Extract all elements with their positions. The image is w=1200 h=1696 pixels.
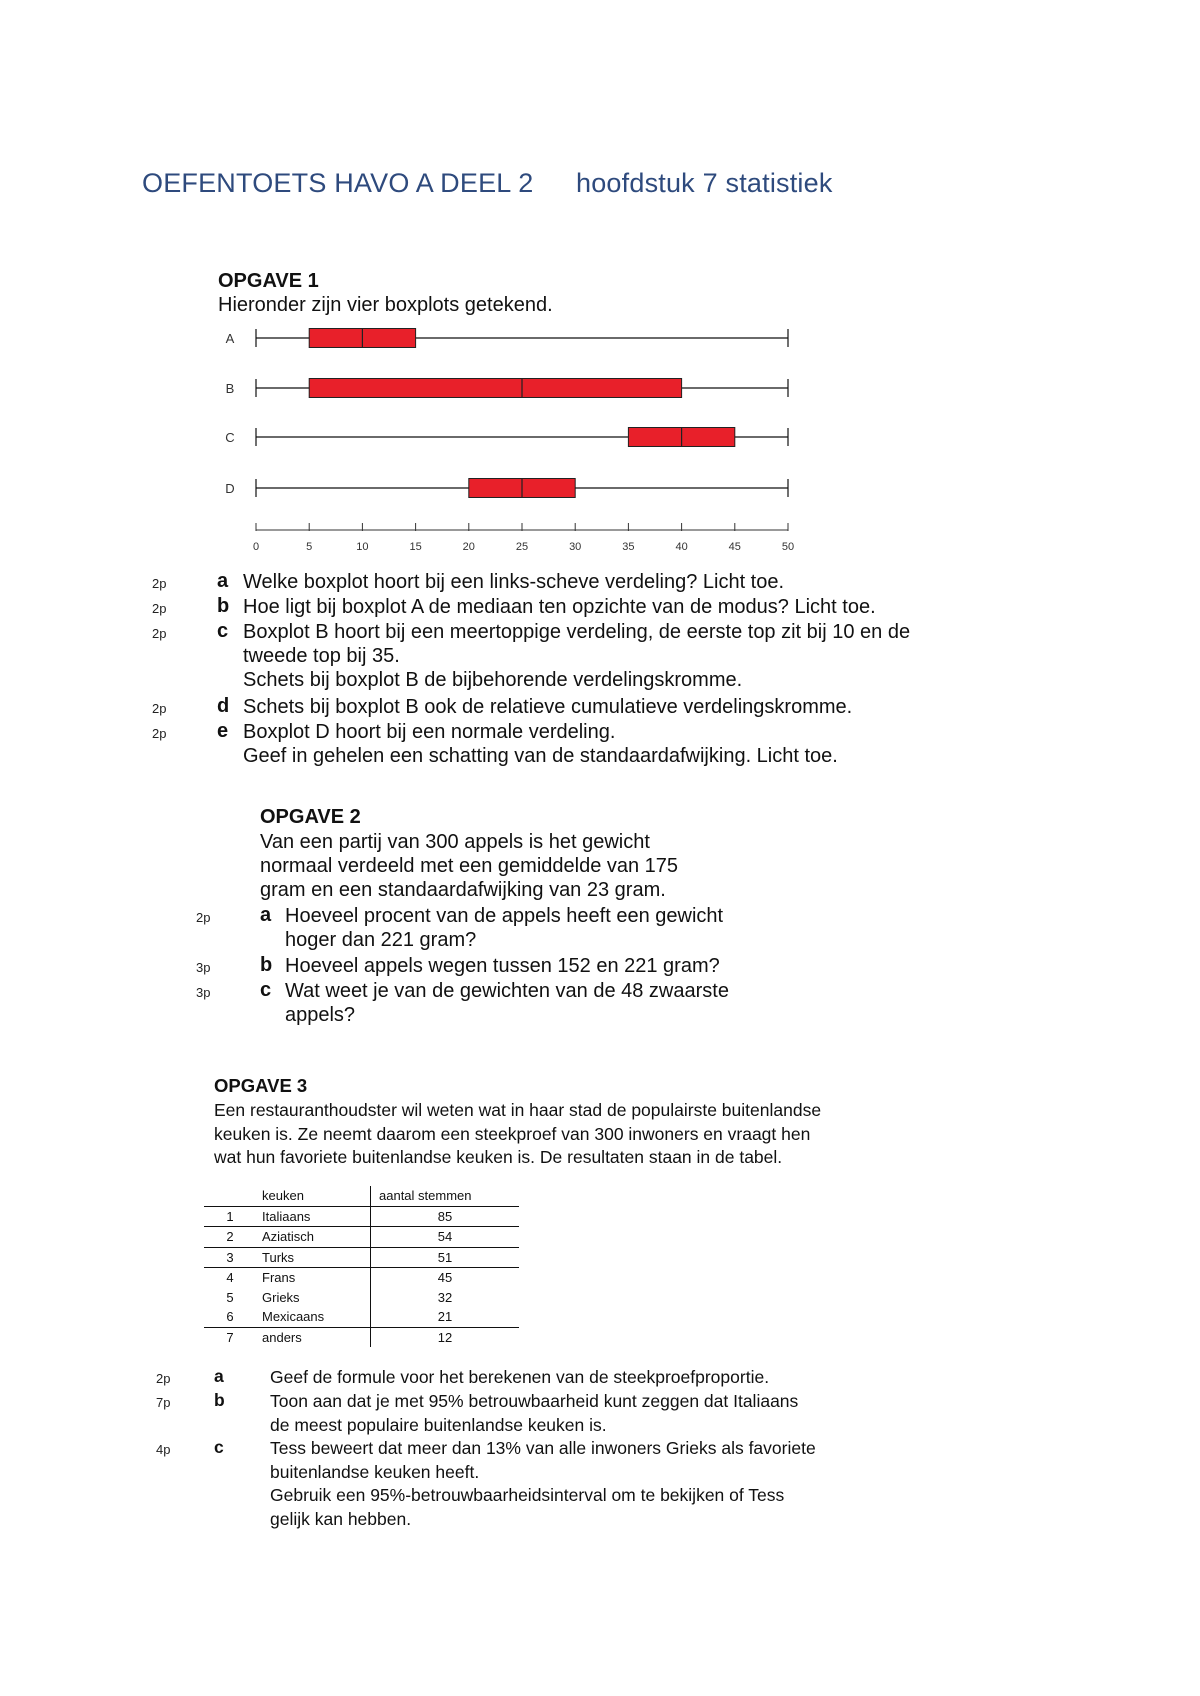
- x-tick-label: 30: [569, 541, 582, 553]
- x-tick-label: 35: [622, 541, 635, 553]
- boxplot-label: C: [225, 430, 235, 445]
- stemmen-cell: 21: [437, 1309, 453, 1325]
- boxplot-label: D: [225, 481, 235, 496]
- boxplot-label: A: [225, 331, 235, 346]
- stemmen-cell: 12: [437, 1329, 453, 1345]
- intro-line: Van een partij van 300 appels is het gewicht: [260, 831, 650, 853]
- question-points: 3p: [196, 985, 211, 1000]
- x-tick-label: 5: [306, 541, 313, 553]
- question-line: tweede top bij 35.: [243, 645, 400, 667]
- table-header-rank: [204, 1186, 256, 1206]
- table-row: [204, 1288, 519, 1308]
- question-letter: b: [260, 954, 273, 976]
- question-points: 2p: [152, 726, 167, 741]
- question-points: 2p: [152, 701, 167, 716]
- x-tick-label: 45: [728, 541, 741, 553]
- table-row: [204, 1227, 519, 1248]
- intro-line: gram en een standaardafwijking van 23 gram.: [260, 879, 666, 901]
- question-line: Tess beweert dat meer dan 13% van alle inwoners Grieks als favoriete: [270, 1438, 816, 1458]
- question-text: [285, 904, 723, 952]
- question-letter: d: [217, 695, 230, 717]
- question-line: Hoe ligt bij boxplot A de mediaan ten opzichte van de modus? Licht toe.: [243, 596, 876, 618]
- question-text: [270, 1366, 769, 1390]
- votes-table-wrap: [204, 1186, 519, 1347]
- table-row: [204, 1247, 519, 1268]
- question-letter: c: [260, 979, 272, 1001]
- question-line: Schets bij boxplot B de bijbehorende verdelingskromme.: [243, 669, 743, 691]
- question-points: 3p: [196, 960, 211, 975]
- stemmen-cell: 54: [437, 1229, 453, 1245]
- x-tick-label: 50: [781, 541, 795, 553]
- table-header-keuken: keuken: [256, 1186, 371, 1206]
- table-row: [204, 1327, 519, 1347]
- boxplot-label: B: [225, 381, 235, 396]
- question-line: Toon aan dat je met 95% betrouwbaarheid kunt zeggen dat Italiaans: [270, 1391, 799, 1411]
- question-line: Gebruik een 95%-betrouwbaarheidsinterval om te bekijken of Tess: [270, 1485, 785, 1505]
- question-line: Hoeveel procent van de appels heeft een gewicht: [285, 905, 724, 927]
- rank-cell: 3: [226, 1249, 234, 1265]
- table-header-row: [204, 1186, 519, 1206]
- question-text: [285, 954, 720, 978]
- question-points: 2p: [152, 601, 167, 616]
- x-tick-label: 10: [356, 541, 369, 553]
- question-line: gelijk kan hebben.: [270, 1508, 412, 1529]
- intro-line: Een restauranthoudster wil weten wat in haar stad de populairste buitenlandse: [214, 1100, 822, 1120]
- keuken-cell: Italiaans: [256, 1206, 371, 1227]
- table-header-stemmen: aantal stemmen: [379, 1188, 472, 1204]
- x-tick-label: 25: [515, 541, 529, 553]
- x-tick-label: 15: [409, 541, 422, 553]
- question-letter: b: [217, 595, 230, 617]
- x-tick-label: 0: [252, 541, 260, 553]
- question-text: [243, 695, 852, 719]
- question-line: Boxplot D hoort bij een normale verdeling.: [243, 721, 616, 743]
- question-line: Schets bij boxplot B ook de relatieve cumulatieve verdelingskromme.: [243, 696, 853, 718]
- keuken-cell: Aziatisch: [256, 1227, 371, 1248]
- intro-line: keuken is. Ze neemt daarom een steekproef van 300 inwoners en vraagt hen: [214, 1123, 811, 1144]
- opgave1-intro: Hieronder zijn vier boxplots getekend.: [218, 294, 553, 316]
- opgave2-intro: [260, 830, 678, 902]
- opgave1-title: OPGAVE 1: [218, 270, 319, 292]
- question-line: Boxplot B hoort bij een meertoppige verdeling, de eerste top zit bij 10 en de: [243, 621, 911, 643]
- document-subtitle: hoofdstuk 7 statistiek: [576, 168, 833, 198]
- question-letter: e: [217, 720, 229, 742]
- stemmen-cell: 32: [437, 1289, 453, 1305]
- question-text: [243, 720, 838, 768]
- question-line: Welke boxplot hoort bij een links-scheve verdeling? Licht toe.: [243, 571, 785, 593]
- question-text: [243, 620, 1003, 692]
- question-letter: a: [217, 570, 229, 592]
- question-line: appels?: [285, 1004, 356, 1026]
- question-line: Wat weet je van de gewichten van de 48 zwaarste: [285, 980, 729, 1002]
- keuken-cell: Turks: [256, 1247, 371, 1268]
- x-tick-label: 20: [462, 541, 475, 553]
- keuken-cell: anders: [256, 1327, 371, 1347]
- question-line: de meest populaire buitenlandse keuken is.: [270, 1414, 607, 1435]
- question-letter: a: [214, 1366, 224, 1386]
- question-text: [243, 595, 876, 619]
- opgave2-title: OPGAVE 2: [260, 806, 361, 828]
- question-text: [285, 979, 729, 1027]
- question-line: buitenlandse keuken heeft.: [270, 1461, 480, 1482]
- opgave3-title: OPGAVE 3: [214, 1075, 308, 1096]
- question-letter: c: [217, 620, 229, 642]
- question-points: 2p: [156, 1371, 171, 1386]
- stemmen-cell: 85: [437, 1208, 453, 1224]
- question-text: [270, 1390, 798, 1437]
- question-points: 2p: [152, 576, 167, 591]
- question-line: Geef de formule voor het berekenen van de steekproefproportie.: [270, 1367, 770, 1387]
- keuken-cell: Grieks: [256, 1288, 371, 1308]
- question-points: 4p: [156, 1442, 171, 1457]
- stemmen-cell: 51: [437, 1249, 453, 1265]
- rank-cell: 5: [226, 1289, 234, 1305]
- opgave3-intro: [214, 1099, 821, 1170]
- stemmen-cell: 45: [437, 1270, 453, 1286]
- intro-line: normaal verdeeld met een gemiddelde van 175: [260, 855, 679, 877]
- votes-table: [204, 1186, 519, 1347]
- question-text: [243, 570, 784, 594]
- question-text: [270, 1437, 816, 1531]
- document-title: OEFENTOETS HAVO A DEEL 2: [142, 168, 534, 198]
- rank-cell: 1: [226, 1208, 234, 1224]
- question-line: Geef in gehelen een schatting van de standaardafwijking. Licht toe.: [243, 745, 838, 767]
- rank-cell: 7: [226, 1329, 234, 1345]
- rank-cell: 4: [226, 1270, 234, 1286]
- page-header: [142, 168, 833, 199]
- question-points: 7p: [156, 1395, 171, 1410]
- question-letter: c: [214, 1437, 224, 1457]
- question-letter: b: [214, 1390, 225, 1410]
- boxplot-box: [309, 379, 681, 398]
- question-points: 2p: [196, 910, 211, 925]
- question-line: Hoeveel appels wegen tussen 152 en 221 gram?: [285, 955, 720, 977]
- intro-line: wat hun favoriete buitenlandse keuken is. De resultaten staan in de tabel.: [214, 1147, 783, 1167]
- question-line: hoger dan 221 gram?: [285, 929, 477, 951]
- keuken-cell: Mexicaans: [256, 1307, 371, 1327]
- question-letter: a: [260, 904, 272, 926]
- boxplot-chart: [200, 318, 820, 568]
- rank-cell: 6: [226, 1309, 234, 1325]
- rank-cell: 2: [226, 1229, 234, 1245]
- table-row: [204, 1206, 519, 1227]
- keuken-cell: Frans: [256, 1268, 371, 1288]
- table-row: [204, 1307, 519, 1327]
- x-tick-label: 40: [675, 541, 688, 553]
- question-points: 2p: [152, 626, 167, 641]
- table-row: [204, 1268, 519, 1288]
